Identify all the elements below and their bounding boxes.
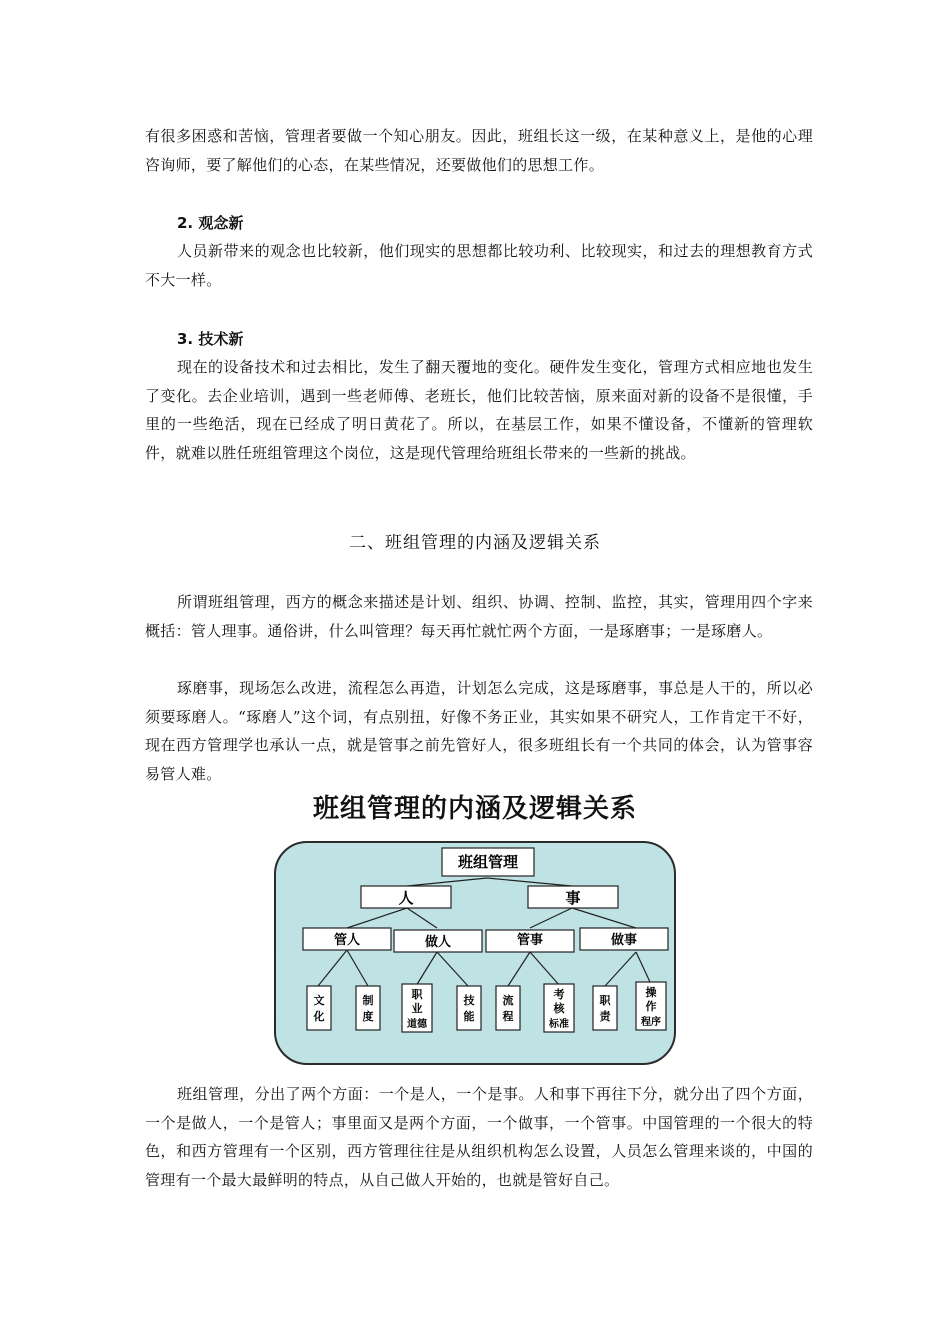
closing-paragraph: 班组管理，分出了两个方面：一个是人，一个是事。人和事下再往下分，就分出了四个方面，一个是做人，一个是管人；事里面又是两个方面，一个做事，一个管事。中国管理的一个很大的特色，和西方管理有一个区别，西方管理往往是从组织机构怎么设置，人员怎么管理来谈的，中国的管理有一个最大最鲜明的特点，从自己做人开始的，也就是管好自己。 (145, 1085, 813, 1189)
leaf-label: 度 (362, 1010, 374, 1023)
leaf-label: 标准 (549, 1019, 569, 1030)
level2-node-manage-people (303, 928, 391, 950)
subheading-technology: 3. 技术新 (177, 330, 244, 348)
leaf-label: 作 (645, 1000, 657, 1013)
leaf-label: 化 (313, 1010, 325, 1023)
level2-label-be-person: 做人 (424, 935, 452, 950)
leaf-label: 核 (553, 1002, 565, 1015)
level1-label-affair: 事 (565, 889, 581, 907)
leaf-operating-procedure (636, 982, 666, 1030)
leaf-skills (457, 986, 481, 1030)
leaf-label: 能 (463, 1010, 475, 1023)
leaf-label: 操 (645, 986, 657, 999)
leaf-label: 文 (313, 994, 325, 1007)
section-paragraph-2: 琢磨事，现场怎么改进，流程怎么再造，计划怎么完成，这是琢磨事，事总是人干的，所以必须要琢磨人。“琢磨人”这个词，有点别扭，好像不务正业，其实如果不研究人，工作肯定干不好，现在西方管理学也承认一点，就是管事之前先管好人，很多班组长有一个共同的体会，认为管事容易管人难。 (145, 679, 813, 783)
figure-title: 班组管理的内涵及逻辑关系 (312, 794, 637, 824)
leaf-label: 技 (463, 994, 475, 1007)
subheading-concept: 2. 观念新 (177, 214, 244, 232)
root-label: 班组管理 (457, 853, 519, 871)
leaf-label: 职 (411, 988, 423, 1001)
leaf-label: 职 (599, 994, 611, 1007)
intro-paragraph: 有很多困惑和苦恼，管理者要做一个知心朋友。因此，班组长这一级，在某种意义上，是他的心理咨询师，要了解他们的心态，在某些情况，还要做他们的思想工作。 (145, 127, 813, 174)
leaf-label: 流 (502, 994, 514, 1007)
level2-label-manage-affairs: 管事 (516, 933, 544, 948)
leaf-label: 制 (362, 994, 374, 1007)
leaf-label: 程序 (641, 1017, 661, 1028)
section-title: 二、班组管理的内涵及逻辑关系 (349, 533, 601, 553)
level2-node-be-person (394, 930, 482, 952)
leaf-culture (307, 986, 331, 1030)
org-chart-svg (272, 838, 678, 1068)
level2-node-manage-affairs (486, 930, 574, 952)
leaf-label: 责 (599, 1010, 611, 1023)
leaf-label: 道德 (407, 1019, 427, 1030)
org-chart-figure (272, 838, 678, 1068)
level2-label-manage-people: 管人 (333, 933, 361, 948)
level1-node-person (361, 886, 451, 908)
level1-label-person: 人 (398, 889, 414, 907)
leaf-process (496, 986, 520, 1030)
technology-paragraph: 现在的设备技术和过去相比，发生了翻天覆地的变化。硬件发生变化，管理方式相应地也发生了变化。去企业培训，遇到一些老师傅、老班长，他们比较苦恼，原来面对新的设备不是很懂，手里的一些绝活，现在已经成了明日黄花了。所以，在基层工作，如果不懂设备，不懂新的管理软件，就难以胜任班组管理这个岗位，这是现代管理给班组长带来的一些新的挑战。 (145, 358, 813, 462)
level2-label-do-affairs: 做事 (610, 933, 638, 948)
concept-paragraph: 人员新带来的观念也比较新，他们现实的思想都比较功利、比较现实，和过去的理想教育方式不大一样。 (145, 242, 813, 289)
level2-node-do-affairs (580, 928, 668, 950)
leaf-professional-ethics (402, 984, 432, 1032)
section-paragraph-1: 所谓班组管理，西方的概念来描述是计划、组织、协调、控制、监控，其实，管理用四个字来概括：管人理事。通俗讲，什么叫管理？每天再忙就忙两个方面，一是琢磨事；一是琢磨人。 (145, 593, 813, 640)
leaf-label: 程 (502, 1010, 514, 1023)
leaf-label: 考 (553, 988, 565, 1001)
leaf-duties (593, 986, 617, 1030)
root-node (442, 848, 534, 876)
leaf-label: 业 (411, 1002, 423, 1015)
leaf-system (356, 986, 380, 1030)
level1-node-affair (528, 886, 618, 908)
leaf-assessment-standard (544, 984, 574, 1032)
